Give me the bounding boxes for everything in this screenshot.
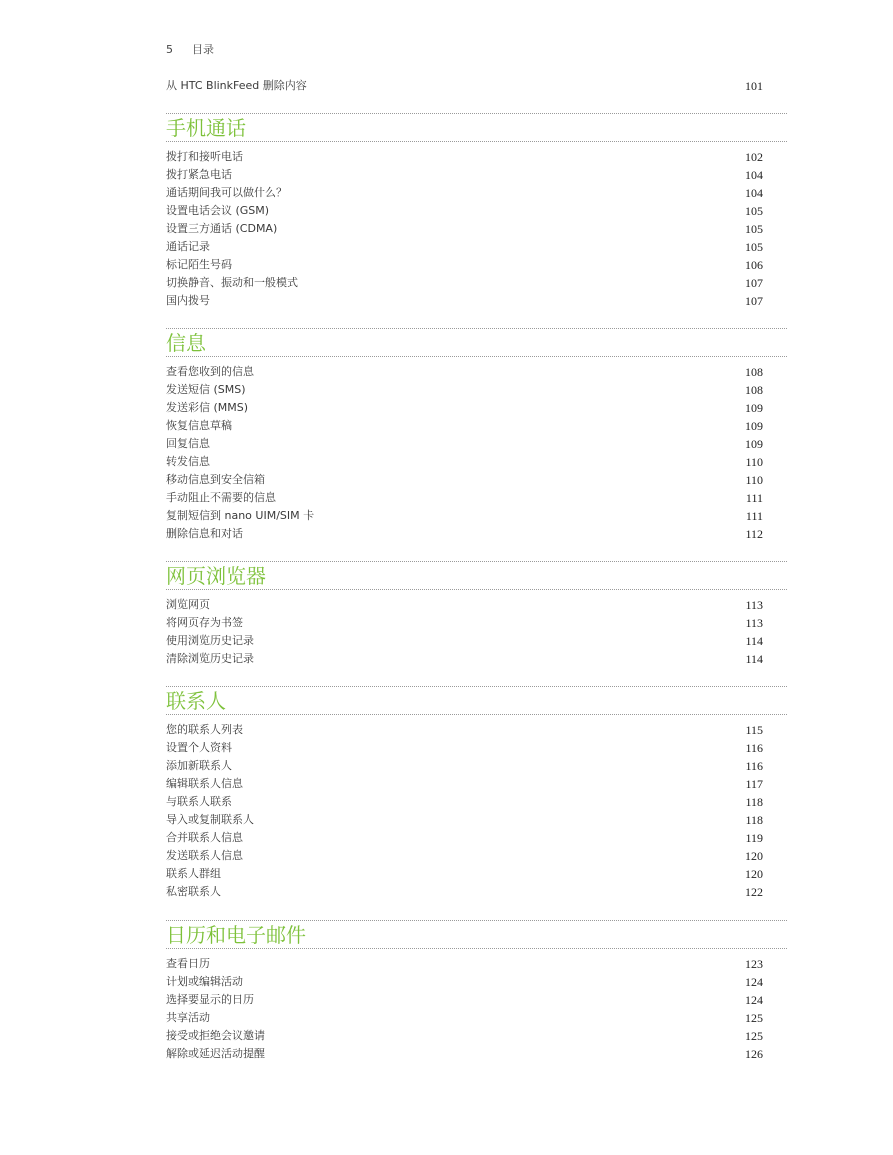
toc-entry[interactable] xyxy=(166,256,763,274)
section-heading[interactable] xyxy=(166,113,787,142)
toc-entry-title: 将网页存为书签 xyxy=(166,616,243,629)
toc-entry-page: 123 xyxy=(745,957,763,971)
toc-section xyxy=(166,113,787,310)
toc-entry-page: 102 xyxy=(745,150,763,164)
toc-entry[interactable] xyxy=(166,650,763,668)
toc-entry-page: 105 xyxy=(745,240,763,254)
toc-entry[interactable] xyxy=(166,363,763,381)
toc-entry-page: 113 xyxy=(745,616,763,630)
section-heading[interactable] xyxy=(166,328,787,357)
toc-entry-page: 104 xyxy=(745,186,763,200)
toc-entry[interactable] xyxy=(166,973,763,991)
toc-entry-page: 108 xyxy=(745,365,763,379)
toc-entry-title: 恢复信息草稿 xyxy=(166,419,232,432)
page-number: 5 xyxy=(166,43,173,56)
toc-entry-title: 切换静音、振动和一般模式 xyxy=(166,276,298,289)
toc-entry[interactable] xyxy=(166,1045,763,1063)
toc-entry[interactable] xyxy=(166,507,763,525)
toc-entry-title: 手动阻止不需要的信息 xyxy=(166,491,276,504)
toc-entry-title: 回复信息 xyxy=(166,437,210,450)
toc-entry-title: 查看您收到的信息 xyxy=(166,365,254,378)
toc-entry-page: 115 xyxy=(745,723,763,737)
toc-entry[interactable] xyxy=(166,721,763,739)
toc-entry-page: 110 xyxy=(745,455,763,469)
toc-entry-title: 设置个人资料 xyxy=(166,741,232,754)
toc-entry[interactable] xyxy=(166,292,763,310)
toc-entry[interactable] xyxy=(166,847,763,865)
section-entries xyxy=(166,715,763,901)
toc-entry-page: 106 xyxy=(745,258,763,272)
toc-entry-title: 删除信息和对话 xyxy=(166,527,243,540)
toc-entry-page: 112 xyxy=(745,527,763,541)
toc-entry-page: 118 xyxy=(745,795,763,809)
page-header-title: 目录 xyxy=(192,43,214,56)
section-title: 手机通话 xyxy=(166,116,246,140)
toc-entry-page: 105 xyxy=(745,222,763,236)
section-entries xyxy=(166,357,763,543)
toc-entry-page: 122 xyxy=(745,885,763,899)
toc-entry-title: 使用浏览历史记录 xyxy=(166,634,254,647)
toc-entry-page: 116 xyxy=(745,741,763,755)
toc-entry-title: 拨打和接听电话 xyxy=(166,150,243,163)
toc-entry-title: 查看日历 xyxy=(166,957,210,970)
toc-entry[interactable] xyxy=(166,955,763,973)
toc-entry-page: 114 xyxy=(745,634,763,648)
toc-entry-title: 设置电话会议 (GSM) xyxy=(166,204,270,217)
toc-entry-title: 通话记录 xyxy=(166,240,210,253)
toc-entry[interactable] xyxy=(166,453,763,471)
toc-entry-title: 通话期间我可以做什么？ xyxy=(166,186,287,199)
toc-entry-page: 118 xyxy=(745,813,763,827)
toc-entry-page: 119 xyxy=(745,831,763,845)
toc-entry-title: 发送短信 (SMS) xyxy=(166,383,246,396)
toc-entry-title: 接受或拒绝会议邀请 xyxy=(166,1029,265,1042)
toc-entry[interactable] xyxy=(166,829,763,847)
toc-entry-page: 120 xyxy=(745,867,763,881)
toc-entry-page: 113 xyxy=(745,598,763,612)
toc-entry-page: 124 xyxy=(745,975,763,989)
toc-entry-title: 解除或延迟活动提醒 xyxy=(166,1047,265,1060)
toc-entry[interactable] xyxy=(166,811,763,829)
section-heading[interactable] xyxy=(166,686,787,715)
toc-entry-title: 移动信息到安全信箱 xyxy=(166,473,265,486)
toc-entry-title: 浏览网页 xyxy=(166,598,210,611)
toc-entry-page: 104 xyxy=(745,168,763,182)
toc-entry-page: 101 xyxy=(745,79,763,93)
toc-entry[interactable] xyxy=(166,883,763,901)
toc-entry[interactable] xyxy=(166,274,763,292)
toc-entry[interactable] xyxy=(166,1009,763,1027)
toc-entry[interactable] xyxy=(166,202,763,220)
toc-entry-title: 共享活动 xyxy=(166,1011,210,1024)
section-heading[interactable] xyxy=(166,561,787,590)
toc-entry[interactable] xyxy=(166,77,763,95)
toc-entry-page: 109 xyxy=(745,401,763,415)
toc-entry-title: 国内拨号 xyxy=(166,294,210,307)
toc-entry-page: 117 xyxy=(745,777,763,791)
toc-entry-page: 116 xyxy=(745,759,763,773)
toc-entry-title: 转发信息 xyxy=(166,455,210,468)
toc-entry-page: 109 xyxy=(745,419,763,433)
toc-entry-title: 标记陌生号码 xyxy=(166,258,232,271)
toc-entry[interactable] xyxy=(166,489,763,507)
toc-entry[interactable] xyxy=(166,775,763,793)
toc-entry[interactable] xyxy=(166,435,763,453)
toc-entry[interactable] xyxy=(166,991,763,1009)
toc-entry-page: 108 xyxy=(745,383,763,397)
toc-entry[interactable] xyxy=(166,184,763,202)
toc-entry[interactable] xyxy=(166,596,763,614)
toc-entry-title: 联系人群组 xyxy=(166,867,221,880)
toc-entry-title: 复制短信到 nano UIM/SIM 卡 xyxy=(166,509,315,522)
toc-entry-page: 120 xyxy=(745,849,763,863)
toc-entry[interactable] xyxy=(166,148,763,166)
section-title: 联系人 xyxy=(166,689,226,713)
toc-entry-title: 清除浏览历史记录 xyxy=(166,652,254,665)
toc-entry-title: 发送联系人信息 xyxy=(166,849,243,862)
toc-entry-title: 私密联系人 xyxy=(166,885,221,898)
toc-section xyxy=(166,561,787,668)
section-title: 信息 xyxy=(166,331,206,355)
toc-entry-page: 107 xyxy=(745,276,763,290)
toc-entry-page: 105 xyxy=(745,204,763,218)
section-entries xyxy=(166,590,763,668)
section-entries xyxy=(166,949,763,1063)
toc-entry-page: 110 xyxy=(745,473,763,487)
toc-entry[interactable] xyxy=(166,471,763,489)
toc-entry[interactable] xyxy=(166,865,763,883)
toc-entry[interactable] xyxy=(166,1027,763,1045)
section-title: 网页浏览器 xyxy=(166,564,266,588)
toc-entry-title: 从 HTC BlinkFeed 删除内容 xyxy=(166,79,307,92)
toc-entry-page: 111 xyxy=(745,491,763,505)
section-entries xyxy=(166,142,763,310)
toc-entry-title: 设置三方通话 (CDMA) xyxy=(166,222,278,235)
toc-entry[interactable] xyxy=(166,632,763,650)
toc-entry-page: 124 xyxy=(745,993,763,1007)
toc-entry[interactable] xyxy=(166,739,763,757)
toc-entry-title: 发送彩信 (MMS) xyxy=(166,401,249,414)
section-heading[interactable] xyxy=(166,920,787,949)
toc-entry[interactable] xyxy=(166,417,763,435)
toc-entry[interactable] xyxy=(166,525,763,543)
toc-entry-title: 导入或复制联系人 xyxy=(166,813,254,826)
toc-entry[interactable] xyxy=(166,757,763,775)
toc-entry[interactable] xyxy=(166,399,763,417)
toc-section xyxy=(166,920,787,1063)
toc-entry[interactable] xyxy=(166,220,763,238)
toc-entry[interactable] xyxy=(166,238,763,256)
toc-entry[interactable] xyxy=(166,381,763,399)
toc-section xyxy=(166,328,787,543)
toc-entry[interactable] xyxy=(166,166,763,184)
toc-entry-page: 126 xyxy=(745,1047,763,1061)
toc-entry-page: 111 xyxy=(745,509,763,523)
toc-entry[interactable] xyxy=(166,793,763,811)
toc-entry-title: 添加新联系人 xyxy=(166,759,232,772)
toc-entry[interactable] xyxy=(166,614,763,632)
toc-section xyxy=(166,686,787,901)
toc-entry-page: 125 xyxy=(745,1011,763,1025)
toc-entry-page: 114 xyxy=(745,652,763,666)
toc-entry-title: 计划或编辑活动 xyxy=(166,975,243,988)
toc-entry-title: 与联系人联系 xyxy=(166,795,232,808)
toc-entry-title: 编辑联系人信息 xyxy=(166,777,243,790)
toc-entry-page: 125 xyxy=(745,1029,763,1043)
toc-entry-title: 选择要显示的日历 xyxy=(166,993,254,1006)
toc-entry-title: 拨打紧急电话 xyxy=(166,168,232,181)
page-header xyxy=(166,41,214,57)
section-title: 日历和电子邮件 xyxy=(166,923,306,947)
toc-entry-page: 107 xyxy=(745,294,763,308)
toc-entry-page: 109 xyxy=(745,437,763,451)
toc-entry-title: 您的联系人列表 xyxy=(166,723,243,736)
toc-entry-title: 合并联系人信息 xyxy=(166,831,243,844)
